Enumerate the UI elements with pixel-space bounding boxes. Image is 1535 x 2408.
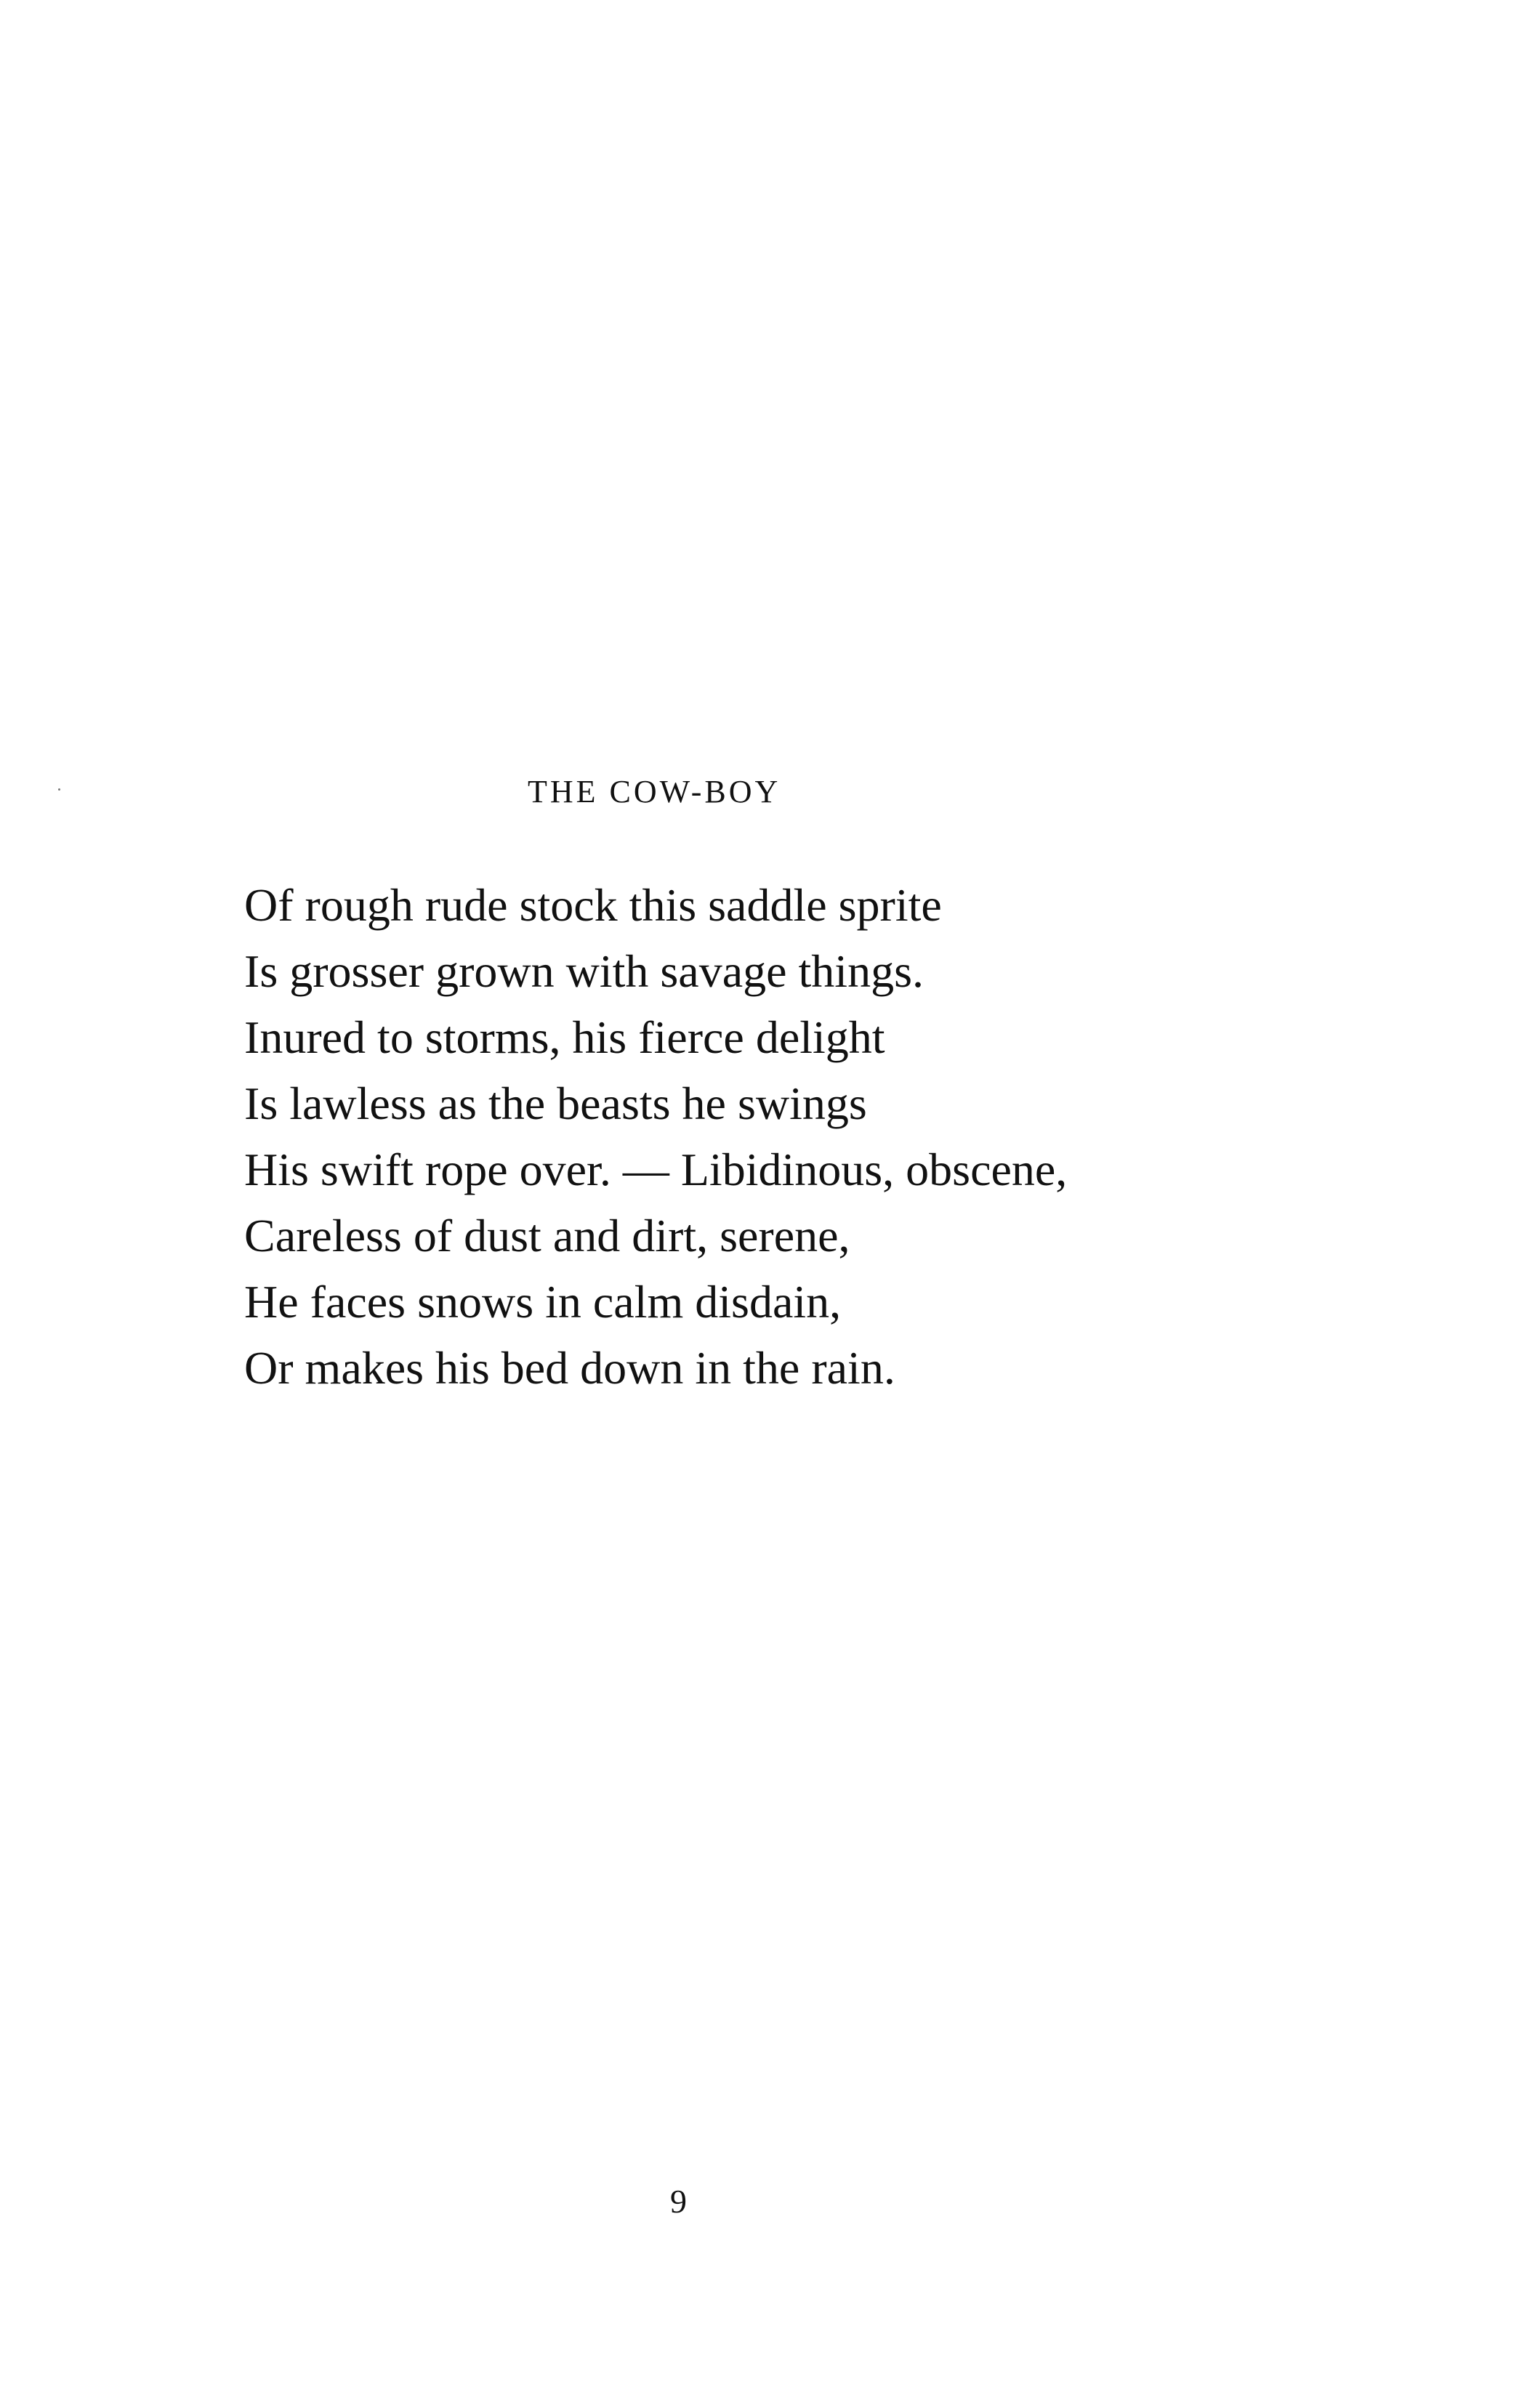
- poem-body: [244, 872, 1480, 1401]
- poem-line: Of rough rude stock this saddle sprite: [244, 879, 942, 931]
- poem-line: Inured to storms, his fierce delight: [244, 1011, 885, 1063]
- print-speck: [58, 788, 60, 791]
- poem-line: Careless of dust and dirt, serene,: [244, 1210, 850, 1261]
- poem-line: Or makes his bed down in the rain.: [244, 1342, 895, 1394]
- poem-title: THE COW-BOY: [528, 774, 781, 809]
- poem-line: Is grosser grown with savage things.: [244, 945, 924, 997]
- poem-line: His swift rope over. — Libidinous, obscene,: [244, 1144, 1068, 1195]
- poem-line: He faces snows in calm disdain,: [244, 1276, 842, 1328]
- page-number: 9: [670, 2183, 687, 2220]
- poem-line: Is lawless as the beasts he swings: [244, 1078, 867, 1129]
